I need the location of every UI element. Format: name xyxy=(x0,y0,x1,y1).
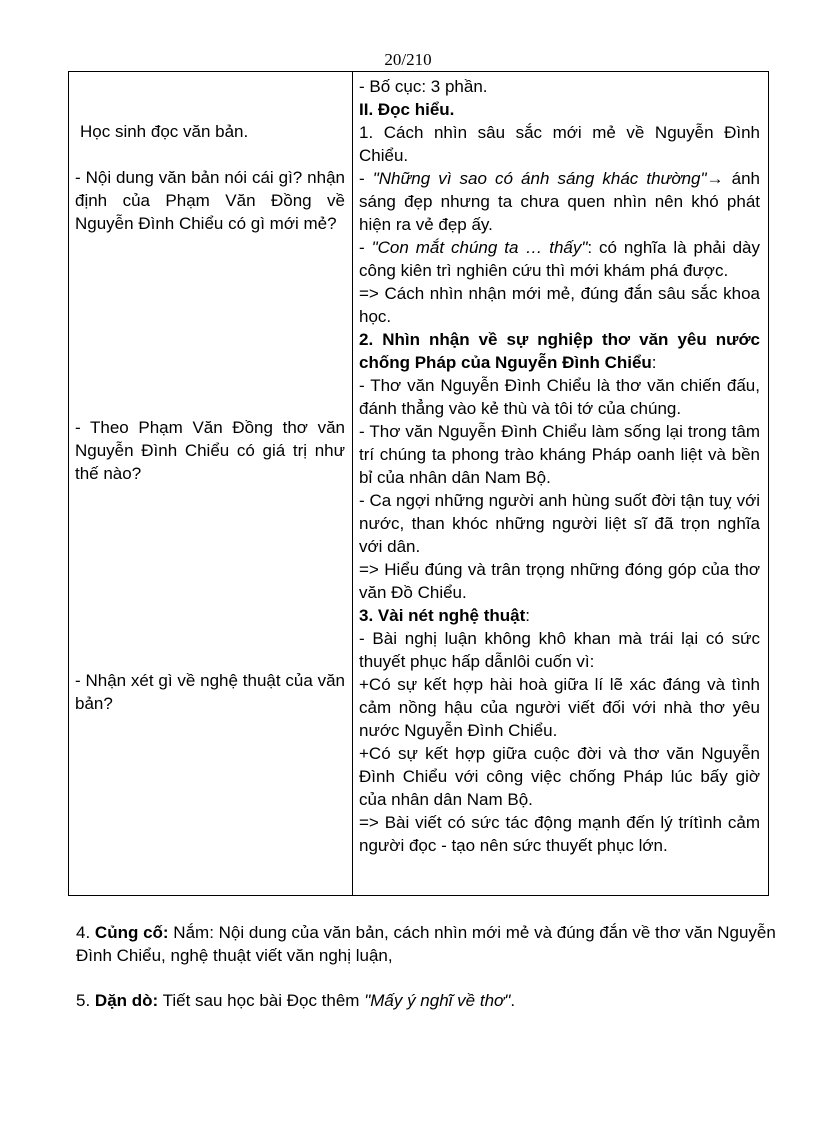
question-read-text: Học sinh đọc văn bản. xyxy=(80,122,249,141)
item2-heading: 2. Nhìn nhận về sự nghiệp thơ văn yêu nước chống Pháp của Nguyễn Đình Chiểu: xyxy=(359,330,760,372)
homework-end: . xyxy=(510,991,516,1010)
item3-point-life: +Có sự kết hợp giữa cuộc đời và thơ văn Nguyễn Đình Chiểu với công việc chống Pháp lúc bấy giờ của nhân dân Nam Bộ. xyxy=(359,744,760,809)
item3-heading: 3. Vài nét nghệ thuật: xyxy=(359,606,530,625)
consolidation-paragraph xyxy=(76,921,786,967)
page-number: 20/210 xyxy=(384,50,432,69)
question-art: - Nhận xét gì về nghệ thuật của văn bản? xyxy=(75,671,345,713)
item2-point-praise: - Ca ngợi những người anh hùng suốt đời tận tuỵ với nước, than khóc những người liệt sĩ đã trọn nghĩa với dân. xyxy=(359,491,760,556)
homework-text: Tiết sau học bài Đọc thêm xyxy=(158,991,365,1010)
item2-point-revive: - Thơ văn Nguyễn Đình Chiểu làm sống lại trong tâm trí chúng ta phong trào kháng Pháp oanh liệt và bền bỉ của nhân dân Nam Bộ. xyxy=(359,422,760,487)
homework-paragraph xyxy=(76,989,786,1012)
item2-conclusion: => Hiểu đúng và trân trọng những đóng góp của thơ văn Đồ Chiểu. xyxy=(359,560,760,602)
quote-eyes-explanation: : có nghĩa là phải dày công kiên trì nghiên cứu thì mới khám phá được. xyxy=(359,238,760,280)
answer-column xyxy=(359,75,760,857)
item1-conclusion: => Cách nhìn nhận mới mẻ, đúng đắn sâu sắc khoa học. xyxy=(359,284,760,326)
quote-stars: "Những vì sao có ánh sáng khác thường" xyxy=(372,169,707,188)
item2-point-fight: - Thơ văn Nguyễn Đình Chiểu là thơ văn chiến đấu, đánh thẳng vào kẻ thù và tôi tớ của chúng. xyxy=(359,376,760,418)
item3-heading-text: 3. Vài nét nghệ thuật xyxy=(359,606,526,625)
column-divider xyxy=(352,72,353,895)
quote-eyes: "Con mắt chúng ta … thấy" xyxy=(371,238,588,257)
item3-point-harmony: +Có sự kết hợp hài hoà giữa lí lẽ xác đáng và tình cảm nồng hậu của người viết đối với nhà thơ yêu nước Nguyễn Đình Chiểu. xyxy=(359,675,760,740)
item1-quote2-para: - "Con mắt chúng ta … thấy": có nghĩa là phải dày công kiên trì nghiên cứu thì mới khám phá được. xyxy=(359,238,760,280)
item1-heading: 1. Cách nhìn sâu sắc mới mẻ về Nguyễn Đình Chiểu. xyxy=(359,123,760,165)
consolidation-text: Nắm: Nội dung của văn bản, cách nhìn mới mẻ và đúng đắn về thơ văn Nguyễn Đình Chiểu, nghệ thuật viết văn nghị luận, xyxy=(76,923,776,965)
item3-point-persuasive: - Bài nghị luận không khô khan mà trái lại có sức thuyết phục hấp dẫnlôi cuốn vì: xyxy=(359,629,760,671)
quote-stars-explanation: ánh sáng đẹp nhưng ta chưa quen nhìn nên khó phát hiện ra vẻ đẹp ấy. xyxy=(359,169,760,234)
homework-label: Dặn dò: xyxy=(94,991,159,1010)
arrow-icon: → xyxy=(706,169,724,188)
item2-heading-text: 2. Nhìn nhận về sự nghiệp thơ văn yêu nước chống Pháp của Nguyễn Đình Chiểu xyxy=(359,330,760,372)
structure-line: - Bố cục: 3 phần. xyxy=(359,77,488,96)
question-content: - Nội dung văn bản nói cái gì? nhận định của Phạm Văn Đồng về Nguyễn Đình Chiểu có gì mới mẻ? xyxy=(75,168,345,233)
item3-conclusion: => Bài viết có sức tác động mạnh đến lý trítình cảm người đọc - tạo nên sức thuyết phục lớn. xyxy=(359,813,760,855)
question-value: - Theo Phạm Văn Đồng thơ văn Nguyễn Đình Chiểu có giá trị như thế nào? xyxy=(75,418,345,483)
homework-lesson-title: "Mấy ý nghĩ về thơ" xyxy=(364,991,511,1010)
lesson-table xyxy=(68,71,769,896)
consolidation-number: 4. xyxy=(76,923,91,942)
homework-number: 5. xyxy=(76,991,91,1010)
section-heading: II. Đọc hiểu. xyxy=(359,100,455,119)
consolidation-label: Củng cố: xyxy=(94,923,169,942)
item1-quote1-para: - "Những vì sao có ánh sáng khác thường"→ ánh sáng đẹp nhưng ta chưa quen nhìn nên khó phát hiện ra vẻ đẹp ấy. xyxy=(359,169,760,234)
